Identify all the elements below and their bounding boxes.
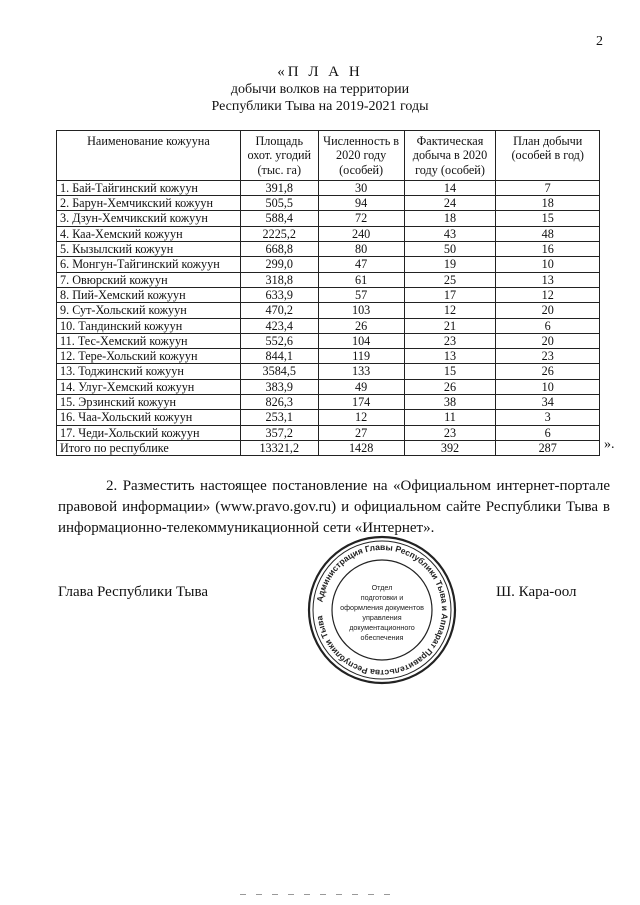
- document-title: [0, 64, 640, 115]
- cell-district: 15. Эрзинский кожуун: [57, 395, 241, 410]
- cell-district: 12. Тере-Хольский кожуун: [57, 349, 241, 364]
- cell-plan: 23: [496, 349, 600, 364]
- table-row: [57, 180, 600, 195]
- cell-population: 103: [318, 303, 404, 318]
- svg-text:управления: управления: [362, 613, 402, 622]
- cell-plan: 10: [496, 379, 600, 394]
- table-row: [57, 287, 600, 302]
- cell-district: 9. Сут-Хольский кожуун: [57, 303, 241, 318]
- cell-actual-harvest: 24: [404, 196, 496, 211]
- cell-area: 299,0: [240, 257, 318, 272]
- cell-district: 16. Чаа-Хольский кожуун: [57, 410, 241, 425]
- cell-area: 633,9: [240, 287, 318, 302]
- table-row: [57, 226, 600, 241]
- svg-text:подготовки и: подготовки и: [360, 593, 404, 602]
- table-header-row: [57, 131, 600, 181]
- cell-total-actual-harvest: 392: [404, 440, 496, 455]
- cell-population: 12: [318, 410, 404, 425]
- cell-population: 49: [318, 379, 404, 394]
- cell-area: 318,8: [240, 272, 318, 287]
- cell-area: 423,4: [240, 318, 318, 333]
- cell-district: 11. Тес-Хемский кожуун: [57, 333, 241, 348]
- title-line-2: добычи волков на территории: [230, 82, 410, 97]
- table-row: [57, 242, 600, 257]
- cell-area: 3584,5: [240, 364, 318, 379]
- cell-plan: 13: [496, 272, 600, 287]
- table-row: [57, 257, 600, 272]
- header-district: Наименование кожууна: [57, 131, 241, 181]
- cell-plan: 6: [496, 318, 600, 333]
- cell-district: 3. Дзун-Хемчикский кожуун: [57, 211, 241, 226]
- cell-population: 61: [318, 272, 404, 287]
- official-stamp: [306, 534, 458, 686]
- cell-plan: 20: [496, 303, 600, 318]
- cell-area: 470,2: [240, 303, 318, 318]
- table-row: [57, 425, 600, 440]
- cell-actual-harvest: 23: [404, 425, 496, 440]
- cell-area: 505,5: [240, 196, 318, 211]
- svg-text:Отдел: Отдел: [371, 583, 393, 592]
- cell-total-population: 1428: [318, 440, 404, 455]
- cell-plan: 3: [496, 410, 600, 425]
- wolf-plan-table: [56, 130, 600, 456]
- cell-population: 80: [318, 242, 404, 257]
- table-row: [57, 333, 600, 348]
- cell-population: 174: [318, 395, 404, 410]
- cell-district: 5. Кызылский кожуун: [57, 242, 241, 257]
- cell-plan: 20: [496, 333, 600, 348]
- header-actual-harvest: Фактическая добыча в 2020 году (особей): [404, 131, 496, 181]
- cell-actual-harvest: 14: [404, 180, 496, 195]
- cell-population: 94: [318, 196, 404, 211]
- cell-area: 253,1: [240, 410, 318, 425]
- cell-population: 30: [318, 180, 404, 195]
- cell-actual-harvest: 23: [404, 333, 496, 348]
- cell-actual-harvest: 11: [404, 410, 496, 425]
- cell-area: 2225,2: [240, 226, 318, 241]
- cell-population: 26: [318, 318, 404, 333]
- table-row: [57, 395, 600, 410]
- cell-total-label: Итого по республике: [57, 440, 241, 455]
- cell-area: 668,8: [240, 242, 318, 257]
- cell-population: 119: [318, 349, 404, 364]
- cell-actual-harvest: 19: [404, 257, 496, 272]
- table-row: [57, 303, 600, 318]
- cell-district: 4. Каа-Хемский кожуун: [57, 226, 241, 241]
- cell-actual-harvest: 21: [404, 318, 496, 333]
- cell-district: 10. Тандинский кожуун: [57, 318, 241, 333]
- cell-actual-harvest: 50: [404, 242, 496, 257]
- cell-actual-harvest: 38: [404, 395, 496, 410]
- cell-area: 844,1: [240, 349, 318, 364]
- table-row: [57, 196, 600, 211]
- bottom-scan-mark: [240, 893, 390, 896]
- svg-text:документационного: документационного: [349, 623, 415, 632]
- cell-population: 72: [318, 211, 404, 226]
- cell-district: 1. Бай-Тайгинский кожуун: [57, 180, 241, 195]
- cell-actual-harvest: 26: [404, 379, 496, 394]
- cell-plan: 7: [496, 180, 600, 195]
- cell-actual-harvest: 12: [404, 303, 496, 318]
- cell-district: 2. Барун-Хемчикский кожуун: [57, 196, 241, 211]
- cell-population: 27: [318, 425, 404, 440]
- title-line-1: «П Л А Н: [277, 64, 363, 80]
- svg-text:оформления документов: оформления документов: [340, 603, 424, 612]
- cell-district: 6. Монгун-Тайгинский кожуун: [57, 257, 241, 272]
- header-plan: План добычи (особей в год): [496, 131, 600, 181]
- svg-text:обеспечения: обеспечения: [360, 633, 404, 642]
- cell-district: 17. Чеди-Хольский кожуун: [57, 425, 241, 440]
- cell-population: 240: [318, 226, 404, 241]
- header-area: Площадь охот. угодий (тыс. га): [240, 131, 318, 181]
- cell-total-area: 13321,2: [240, 440, 318, 455]
- cell-plan: 16: [496, 242, 600, 257]
- stamp-center-text: [340, 583, 424, 642]
- table-total-row: [57, 440, 600, 455]
- closing-quote: ».: [604, 437, 615, 452]
- cell-actual-harvest: 18: [404, 211, 496, 226]
- cell-area: 357,2: [240, 425, 318, 440]
- signatory-position: Глава Республики Тыва: [58, 584, 209, 600]
- table-row: [57, 364, 600, 379]
- stamp-graphic: [306, 534, 458, 686]
- cell-area: 826,3: [240, 395, 318, 410]
- cell-total-plan: 287: [496, 440, 600, 455]
- cell-actual-harvest: 13: [404, 349, 496, 364]
- cell-population: 133: [318, 364, 404, 379]
- cell-plan: 18: [496, 196, 600, 211]
- cell-plan: 15: [496, 211, 600, 226]
- cell-district: 7. Овюрский кожуун: [57, 272, 241, 287]
- cell-plan: 34: [496, 395, 600, 410]
- publication-paragraph: 2. Разместить настоящее постановление на «Официальном интернет-портале правовой информации» (www.pravo.gov.ru) и официальном сайте Республики Тыва в информационно-телекоммуникационной сети «Интернет».: [58, 478, 610, 536]
- table-row: [57, 379, 600, 394]
- cell-plan: 26: [496, 364, 600, 379]
- cell-plan: 48: [496, 226, 600, 241]
- cell-plan: 6: [496, 425, 600, 440]
- table-row: [57, 410, 600, 425]
- cell-actual-harvest: 15: [404, 364, 496, 379]
- cell-population: 104: [318, 333, 404, 348]
- cell-actual-harvest: 17: [404, 287, 496, 302]
- signatory-name: Ш. Кара-оол: [496, 584, 577, 600]
- cell-area: 391,8: [240, 180, 318, 195]
- page-number: 2: [596, 34, 603, 49]
- cell-area: 552,6: [240, 333, 318, 348]
- cell-plan: 12: [496, 287, 600, 302]
- cell-population: 47: [318, 257, 404, 272]
- table-row: [57, 211, 600, 226]
- cell-population: 57: [318, 287, 404, 302]
- title-line-3: Республики Тыва на 2019-2021 годы: [211, 99, 429, 114]
- table-row: [57, 349, 600, 364]
- cell-district: 13. Тоджинский кожуун: [57, 364, 241, 379]
- cell-district: 8. Пий-Хемский кожуун: [57, 287, 241, 302]
- header-population: Численность в 2020 году (особей): [318, 131, 404, 181]
- cell-actual-harvest: 43: [404, 226, 496, 241]
- cell-area: 383,9: [240, 379, 318, 394]
- table-row: [57, 272, 600, 287]
- stamp-ring-text: Администрация Главы Республики Тыва и Аппарат Правительства Республики Тыва: [314, 541, 451, 679]
- cell-district: 14. Улуг-Хемский кожуун: [57, 379, 241, 394]
- cell-area: 588,4: [240, 211, 318, 226]
- table-row: [57, 318, 600, 333]
- cell-plan: 10: [496, 257, 600, 272]
- cell-actual-harvest: 25: [404, 272, 496, 287]
